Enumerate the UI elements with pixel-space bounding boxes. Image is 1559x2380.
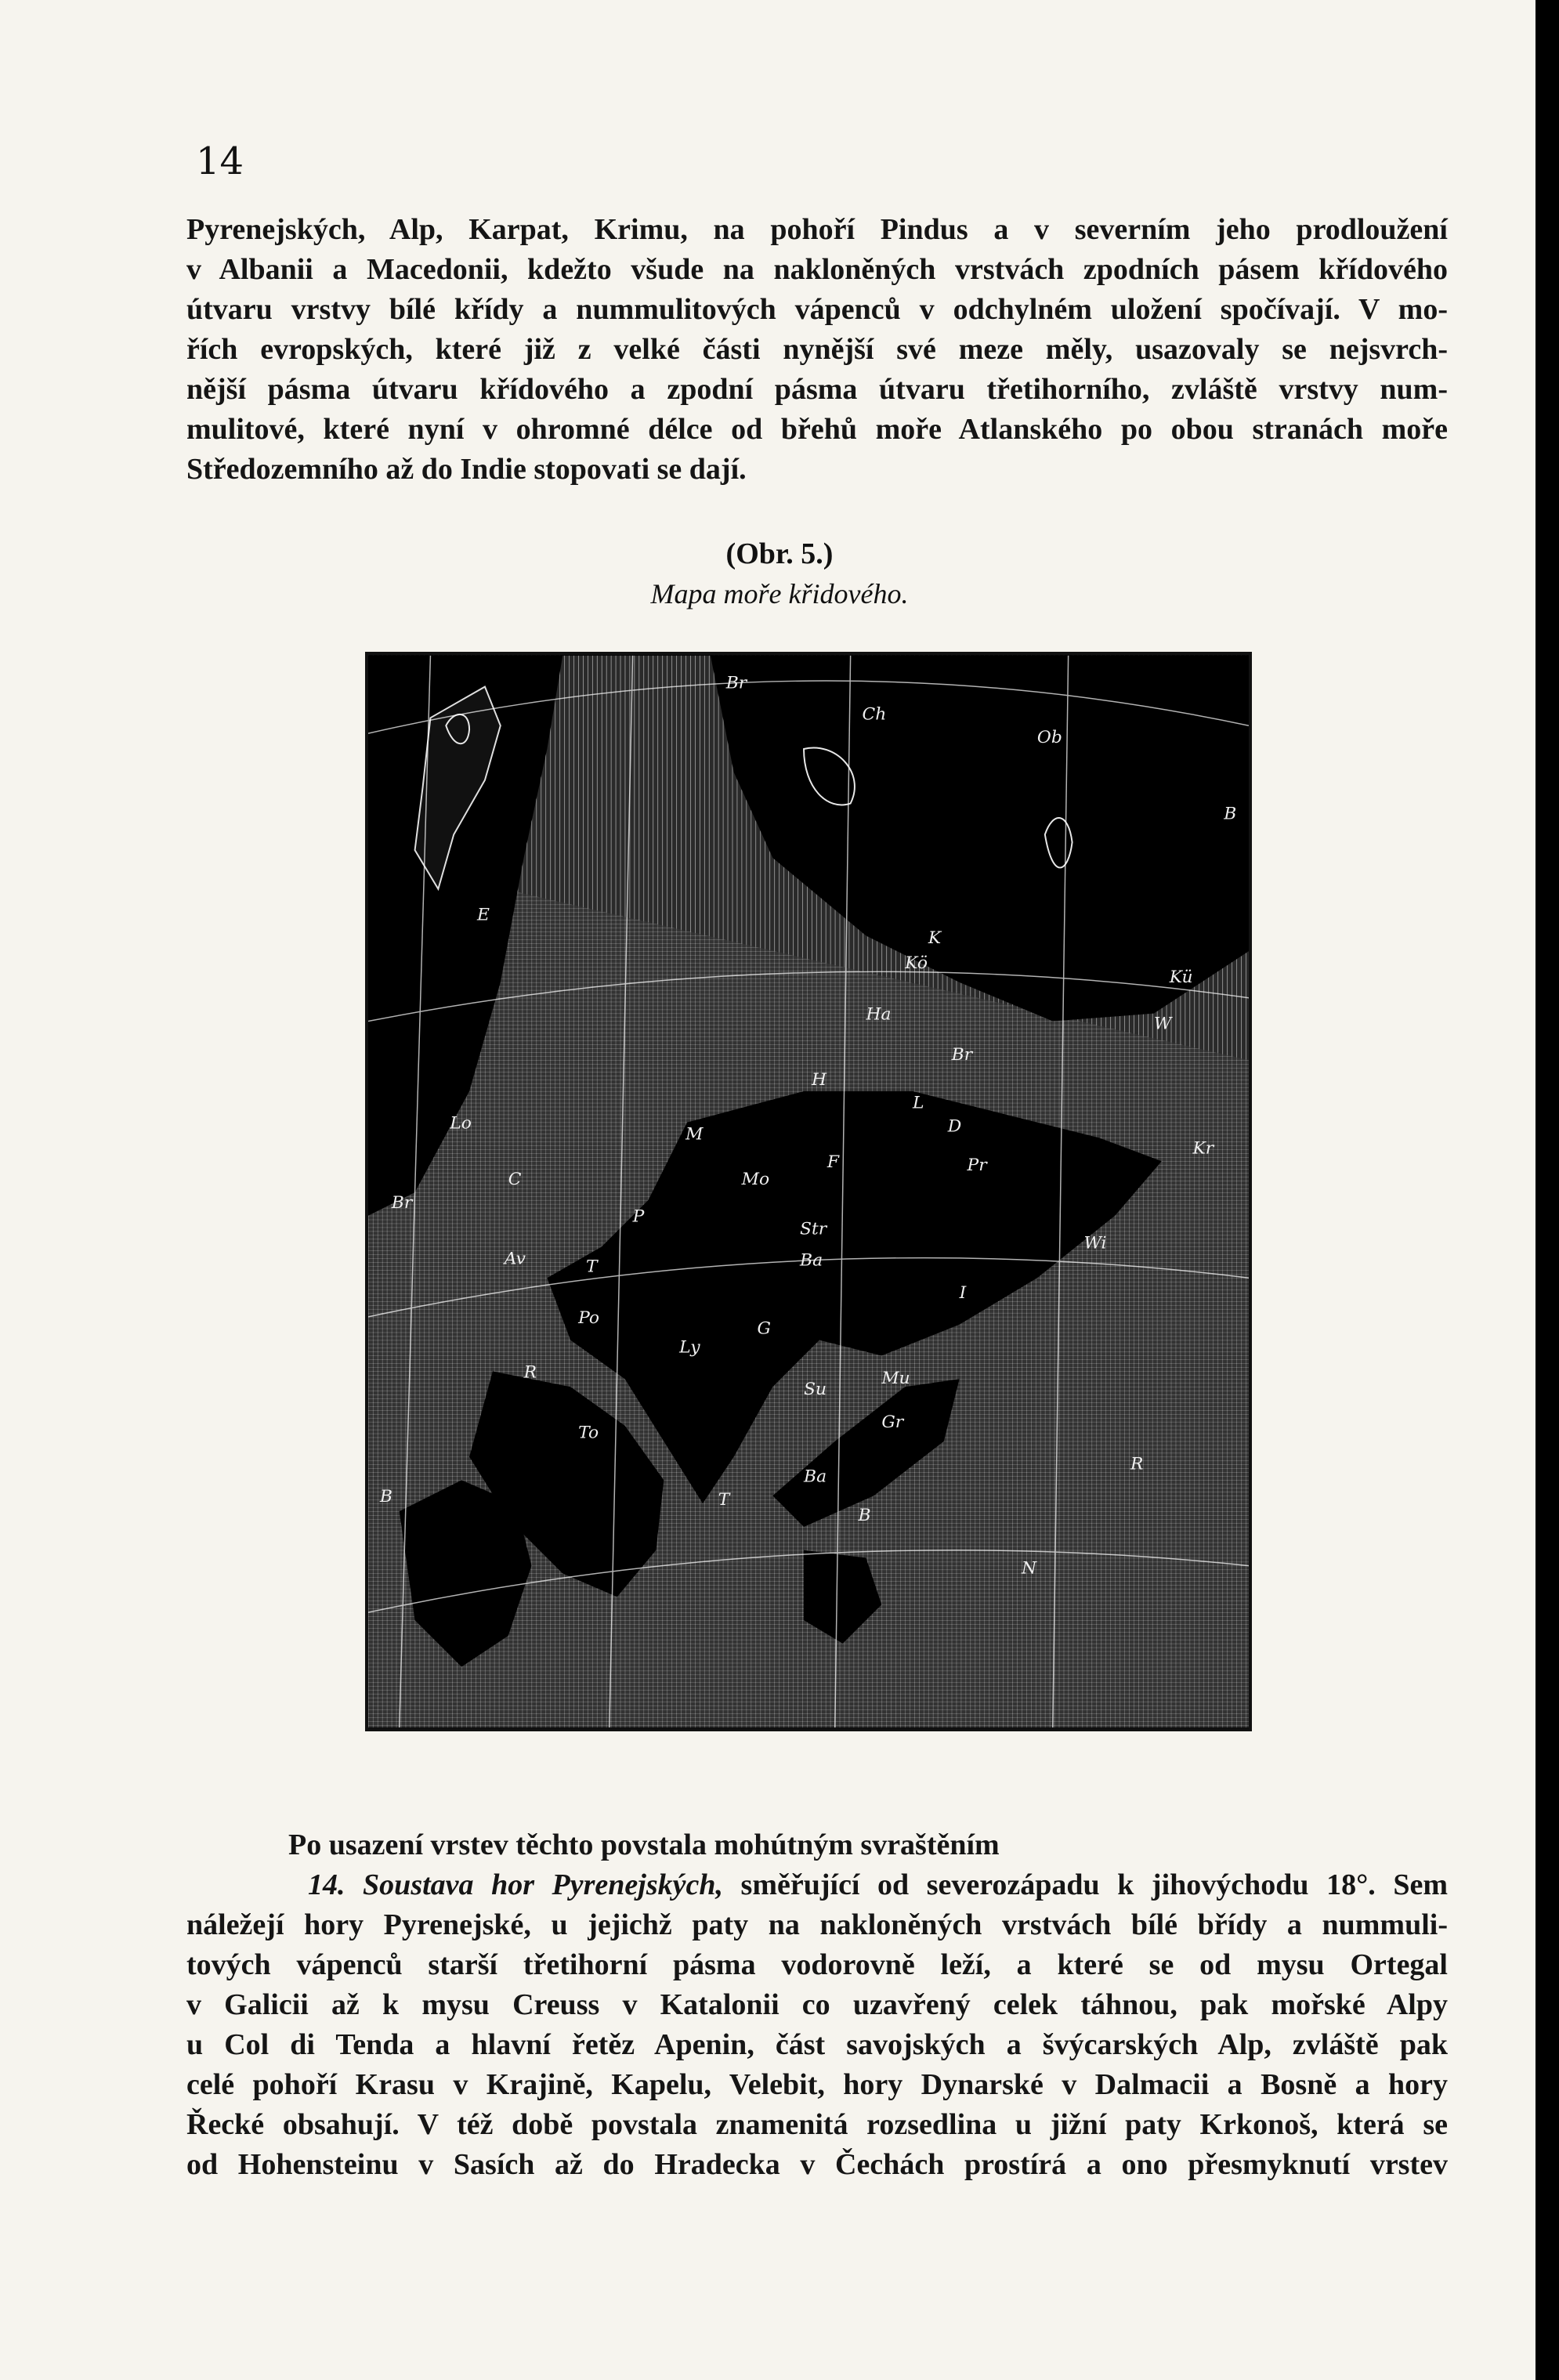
text-line: tových vápenců starší třetihorní pásma vodorovně leží, a které se od mysu Ortegal [186,1948,1448,1981]
map-label: H [811,1069,827,1090]
map-label: Br [725,673,747,693]
map-label: Str [800,1219,827,1239]
text-line: Středozemního až do Indie stopovati se dají. [186,453,747,486]
map-label: Lo [450,1113,472,1134]
map-label: K [928,928,942,949]
map-label: B [1224,804,1237,824]
map-label: Mu [881,1369,910,1389]
text-line: útvaru vrstvy bílé křídy a nummulitových vápenců v odchylném uložení spočívají. V mo- [186,293,1448,326]
map-label: To [578,1423,599,1443]
map-label: B [379,1487,392,1507]
text-line: Pyrenejských, Alp, Karpat, Krimu, na pohoří Pindus a v severním jeho prodloužení [186,213,1448,246]
map-label: R [1130,1454,1144,1474]
map-label: Ba [804,1467,827,1487]
map-label: Av [504,1249,526,1269]
map-label: T [586,1257,598,1277]
map-label: Kö [905,953,928,974]
figure-number: (Obr. 5.) [725,537,834,570]
map-label: Wi [1083,1233,1107,1253]
paragraph-top [186,210,1448,490]
map-label: Po [578,1308,600,1328]
map-label: Su [804,1380,827,1400]
map-label: D [947,1116,962,1137]
text-line: Po usazení vrstev těchto povstala mohútným svraštěním [288,1828,1000,1861]
page-edge-shadow [1535,0,1559,2380]
map-label: E [477,905,490,925]
map-label: Kü [1169,967,1193,987]
map-label: Br [951,1045,973,1065]
map-label: N [1022,1558,1037,1579]
text-line: náležejí hory Pyrenejské, u jejichž paty na nakloněných vrstvách bílé břídy a nummuli- [186,1908,1448,1941]
text-line: v Galicii až k mysu Creuss v Katalonii co uzavřený celek táhnou, pak mořské Alpy [186,1988,1448,2021]
text-line: od Hohensteinu v Sasích až do Hradecka v Čechách prostírá a ono přesmyknutí vrstev [186,2148,1448,2181]
map-label: M [685,1124,704,1145]
map-label: T [718,1490,730,1510]
section-14-line [186,1865,1448,1905]
map-label: B [858,1506,871,1526]
text-line: směřující od severozápadu k jihovýchodu 18°. Sem [723,1868,1448,1901]
map-label: Ch [862,704,887,725]
text-line: v Albanii a Macedonii, kdežto všude na nakloněných vrstvách zpodních pásem křídového [186,253,1448,286]
map-label: Ly [679,1337,700,1358]
map-label: Kr [1192,1138,1214,1159]
section-heading: 14. Soustava hor Pyrenejských, [308,1868,723,1901]
map-label: Ha [866,1004,892,1025]
map-label: L [913,1093,924,1113]
map-label: Br [391,1192,413,1213]
text-line: řích evropských, které již z velké části nynější své meze měly, usazovaly se nejsvrch- [186,333,1448,366]
text-line: mulitové, které nyní v ohromné délce od břehů moře Atlanského po obou stranách moře [186,413,1448,446]
map-label: P [632,1206,645,1227]
map-label: Ob [1036,728,1062,748]
text-line: nější pásma útvaru křídového a zpodní pásma útvaru třetihorního, zvláště vrstvy num- [186,373,1448,406]
figure-title: Mapa moře křidového. [650,578,909,609]
paragraph-bottom [186,1825,1448,2185]
map-label: W [1153,1014,1172,1034]
map-label: Ba [800,1250,823,1271]
map-label: R [523,1362,537,1383]
map-label: F [827,1152,839,1173]
map-label: C [508,1170,522,1190]
text-line: celé pohoří Krasu v Krajině, Kapelu, Velebit, hory Dynarské v Dalmacii a Bosně a hory [186,2068,1448,2101]
map-label: Gr [881,1412,904,1432]
map-label: G [757,1318,771,1339]
map-svg [368,655,1249,1728]
map-label: Pr [967,1156,987,1176]
text-line: Řecké obsahují. V též době povstala znamenitá rozsedlina u jižní paty Krkonoš, která se [186,2108,1448,2141]
page-number: 14 [196,139,244,183]
text-line: u Col di Tenda a hlavní řetěz Apenin, část savojských a švýcarských Alp, zvláště pak [186,2028,1448,2061]
map-label: I [959,1283,967,1304]
map-label: Mo [741,1170,770,1190]
cretaceous-sea-map [365,652,1252,1731]
